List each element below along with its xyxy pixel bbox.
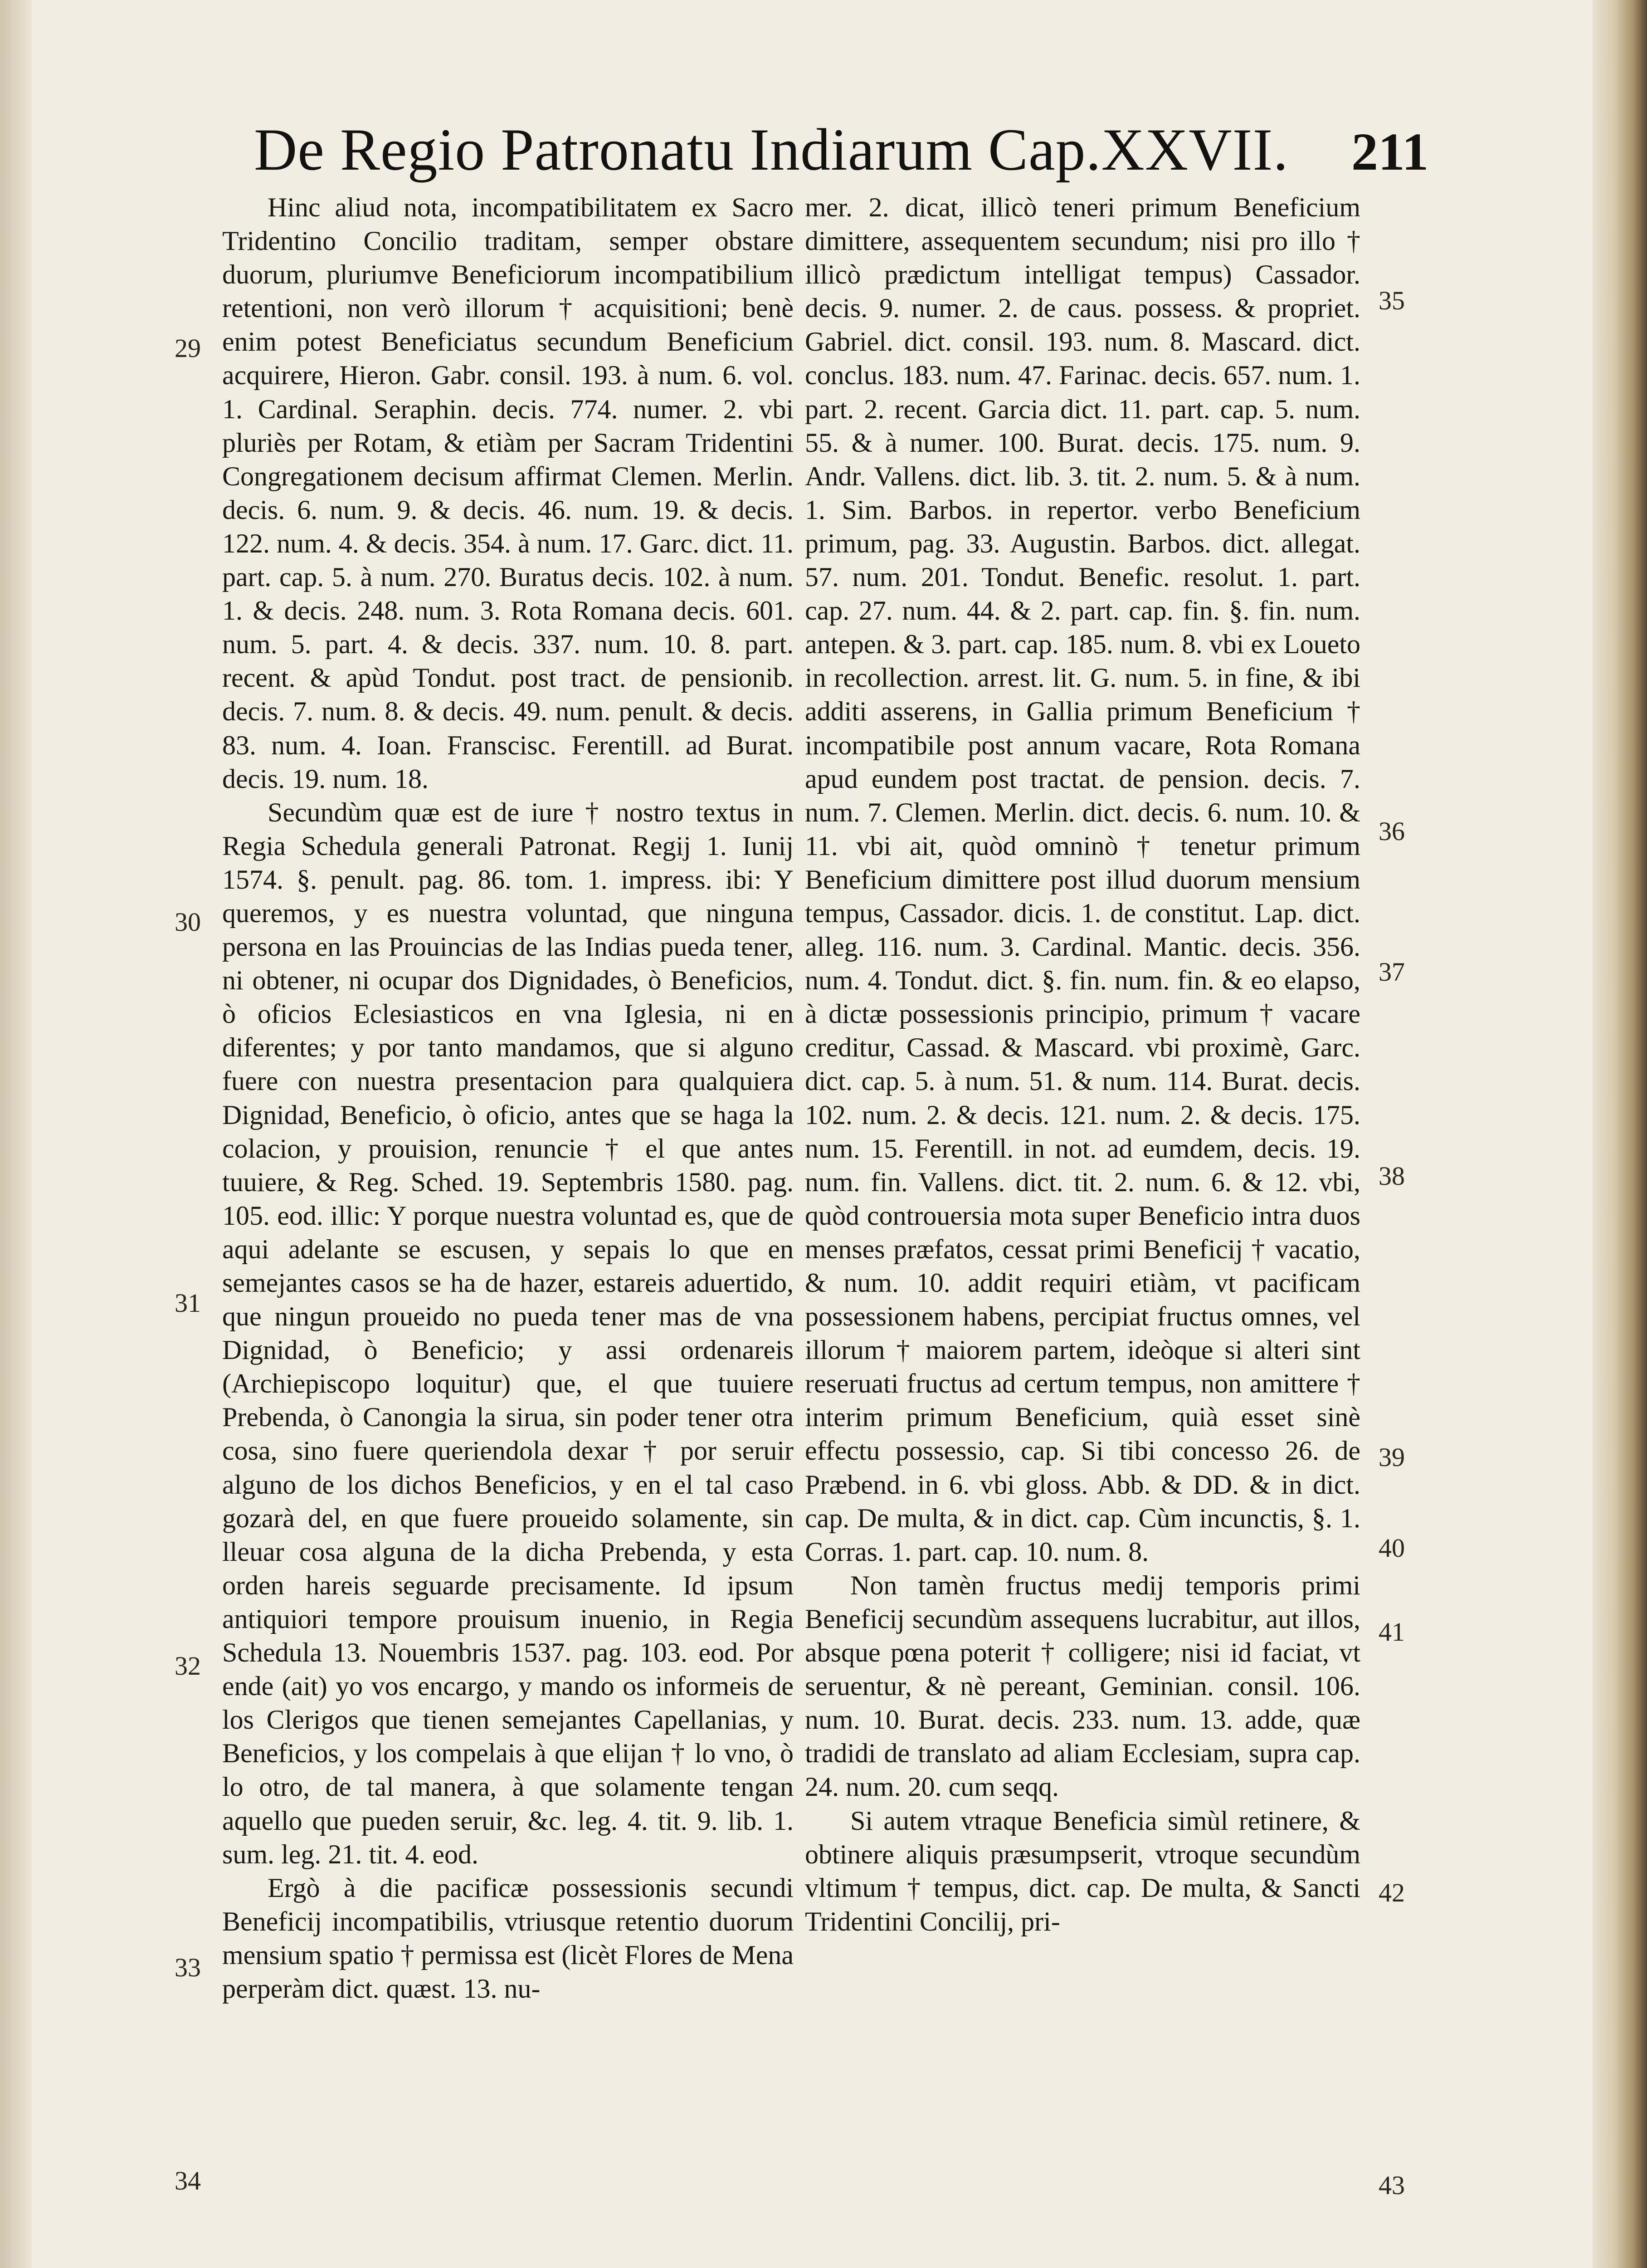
margin-number: 30 xyxy=(175,907,201,937)
margin-number: 43 xyxy=(1379,2170,1405,2200)
page-edge-shadow xyxy=(1593,0,1647,2268)
margin-number: 36 xyxy=(1379,816,1405,846)
paragraph: Ergò à die pacificæ possessionis secundi Beneficij incompatibilis, vtriusque retentio duorum mensium spatio † permissa est (licèt Flores de Mena perperàm dict. quæst. 13. nu- xyxy=(222,1872,794,2004)
paragraph: Secundùm quæ est de iure † nostro textus in Regia Schedula generali Patronat. Regij 1. Iunij 1574. §. penult. pag. 86. tom. 1. impress. ibi: Y queremos, y es nuestra voluntad, que ninguna persona en las Prouincias de las Indias pueda tener, ni obtener, ni ocupar dos Dignidades, ò Beneficios, ò oficios Eclesiasticos en vna Iglesia, ni en diferentes; y por tanto mandamos, que si alguno fuere con nuestra presentacion para qualquiera Dignidad, Beneficio, ò oficio, antes que se haga la colacion, y prouision, renuncie † el que antes tuuiere, & Reg. Sched. 19. Septembris 1580. pag. 105. eod. illic: Y porque nuestra voluntad es, que de aqui adelante se escusen, y sepais lo que en semejantes casos se ha de hazer, estareis aduertido, que ningun proueido no pueda tener mas de vna Dignidad, ò Beneficio; y assi ordenareis (Archiepiscopo loquitur) que, el que tuuiere Prebenda, ò Canongia la sirua, sin poder tener otra cosa, sino fuere queriendola dexar † por seruir alguno de los dichos Beneficios, y en el tal caso gozarà del, en que fuere proueido solamente, sin lleuar cosa alguna de la dicha Prebenda, y esta orden hareis seguarde precisamente. Id ipsum antiquiori tempore prouisum inuenio, in Regia Schedula 13. Nouembris 1537. pag. 103. eod. Por ende (ait) yo vos encargo, y mando os informeis de los Clerigos que tienen semejantes Capellanias, y Beneficios, y los compelais à que elijan † lo vno, ò lo otro, de tal manera, à que solamente tengan aquello que pueden seruir, &c. leg. 4. tit. 9. lib. 1. sum. leg. 21. tit. 4. eod. xyxy=(222,797,794,1869)
page-number: 211 xyxy=(1351,122,1429,181)
margin-number: 40 xyxy=(1379,1533,1405,1563)
margin-number: 38 xyxy=(1379,1161,1405,1191)
paragraph: Hinc aliud nota, incompatibilitatem ex Sacro Tridentino Concilio traditam, semper obstare duorum, pluriumve Beneficiorum incompatibilium retentioni, non verò illorum † acquisitioni; benè enim potest Beneficiatus secundum Beneficium acquirere, Hieron. Gabr. consil. 193. à num. 6. vol. 1. Cardinal. Seraphin. decis. 774. numer. 2. vbi pluriès per Rotam, & etiàm per Sacram Tridentini Congregationem decisum affirmat Clemen. Merlin. decis. 6. num. 9. & decis. 46. num. 19. & decis. 122. num. 4. & decis. 354. à num. 17. Garc. dict. 11. part. cap. 5. à num. 270. Buratus decis. 102. à num. 1. & decis. 248. num. 3. Rota Romana decis. 601. num. 5. part. 4. & decis. 337. num. 10. 8. part. recent. & apùd Tondut. post tract. de pensionib. decis. 7. num. 8. & decis. 49. num. penult. & decis. 83. num. 4. Ioan. Franscisc. Ferentill. ad Burat. decis. 19. num. 18. xyxy=(222,192,794,794)
left-column xyxy=(222,191,794,2268)
margin-number: 29 xyxy=(175,333,201,363)
margin-number: 39 xyxy=(1379,1442,1405,1472)
paragraph: Non tamèn fructus medij temporis primi Beneficij secundùm assequens lucrabitur, aut illos, absque pœna poterit † colligere; nisi id faciat, vt seruentur, & nè pereant, Geminian. consil. 106. num. 10. Burat. decis. 233. num. 13. adde, quæ tradidi de translato ad aliam Ecclesiam, supra cap. 24. num. 20. cum seqq. xyxy=(805,1570,1360,1802)
margin-number: 35 xyxy=(1379,286,1405,315)
margin-number: 32 xyxy=(175,1651,201,1681)
margin-number: 41 xyxy=(1379,1617,1405,1647)
paragraph: Si autem vtraque Beneficia simùl retinere, & obtinere aliquis præsumpserit, vtroque secundùm vltimum † tempus, dict. cap. De multa, & Sancti Tridentini Concilij, pri- xyxy=(805,1805,1360,1936)
margin-number: 42 xyxy=(1379,1878,1405,1907)
page-title: De Regio Patronatu Indiarum Cap.XXVII. xyxy=(254,116,1289,183)
paragraph: mer. 2. dicat, illicò teneri primum Beneficium dimittere, assequentem secundum; nisi pro illo † illicò prædictum intelligat tempus) Cassador. decis. 9. numer. 2. de caus. possess. & propriet. Gabriel. dict. consil. 193. num. 8. Mascard. dict. conclus. 183. num. 47. Farinac. decis. 657. num. 1. part. 2. recent. Garcia dict. 11. part. cap. 5. num. 55. & à numer. 100. Burat. decis. 175. num. 9. Andr. Vallens. dict. lib. 3. tit. 2. num. 5. & à num. 1. Sim. Barbos. in repertor. verbo Beneficium primum, pag. 33. Augustin. Barbos. dict. allegat. 57. num. 201. Tondut. Benefic. resolut. 1. part. cap. 27. num. 44. & 2. part. cap. fin. §. fin. num. antepen. & 3. part. cap. 185. num. 8. vbi ex Loueto in recollection. arrest. lit. G. num. 5. in fine, & ibi additi asserens, in Gallia primum Beneficium † incompatibile post annum vacare, Rota Romana apud eundem post tractat. de pension. decis. 7. num. 7. Clemen. Merlin. dict. decis. 6. num. 10. & 11. vbi ait, quòd omninò † tenetur primum Beneficium dimittere post illud duorum mensium tempus, Cassador. dicis. 1. de constitut. Lap. dict. alleg. 116. num. 3. Cardinal. Mantic. decis. 356. num. 4. Tondut. dict. §. fin. num. fin. & eo elapso, à dictæ possessionis principio, primum † vacare creditur, Cassad. & Mascard. vbi proximè, Garc. dict. cap. 5. à num. 51. & num. 114. Burat. decis. 102. num. 2. & decis. 121. num. 2. & decis. 175. num. 15. Ferentill. in not. ad eumdem, decis. 19. num. fin. Vallens. dict. tit. 2. num. 6. & 12. vbi, quòd controuersia mota super Beneficio intra duos menses præfatos, cessat primi Beneficij † vacatio, & num. 10. addit requiri etiàm, vt pacificam possessionem habens, percipiat fructus omnes, vel illorum † maiorem partem, ideòque si alteri sint reseruati fructus ad certum tempus, non amittere † interim primum Beneficium, quià esset sinè effectu possessio, cap. Si tibi concesso 26. de Præbend. in 6. vbi gloss. Abb. & DD. & in dict. cap. De multa, & in dict. cap. Cùm incunctis, §. 1. Corras. 1. part. cap. 10. num. 8. xyxy=(805,192,1360,1567)
page-gutter xyxy=(0,0,32,2268)
margin-number: 34 xyxy=(175,2166,201,2195)
right-column xyxy=(805,191,1360,2268)
margin-number: 33 xyxy=(175,1953,201,1982)
margin-number: 37 xyxy=(1379,957,1405,987)
margin-number: 31 xyxy=(175,1288,201,1318)
running-head xyxy=(254,116,1524,184)
